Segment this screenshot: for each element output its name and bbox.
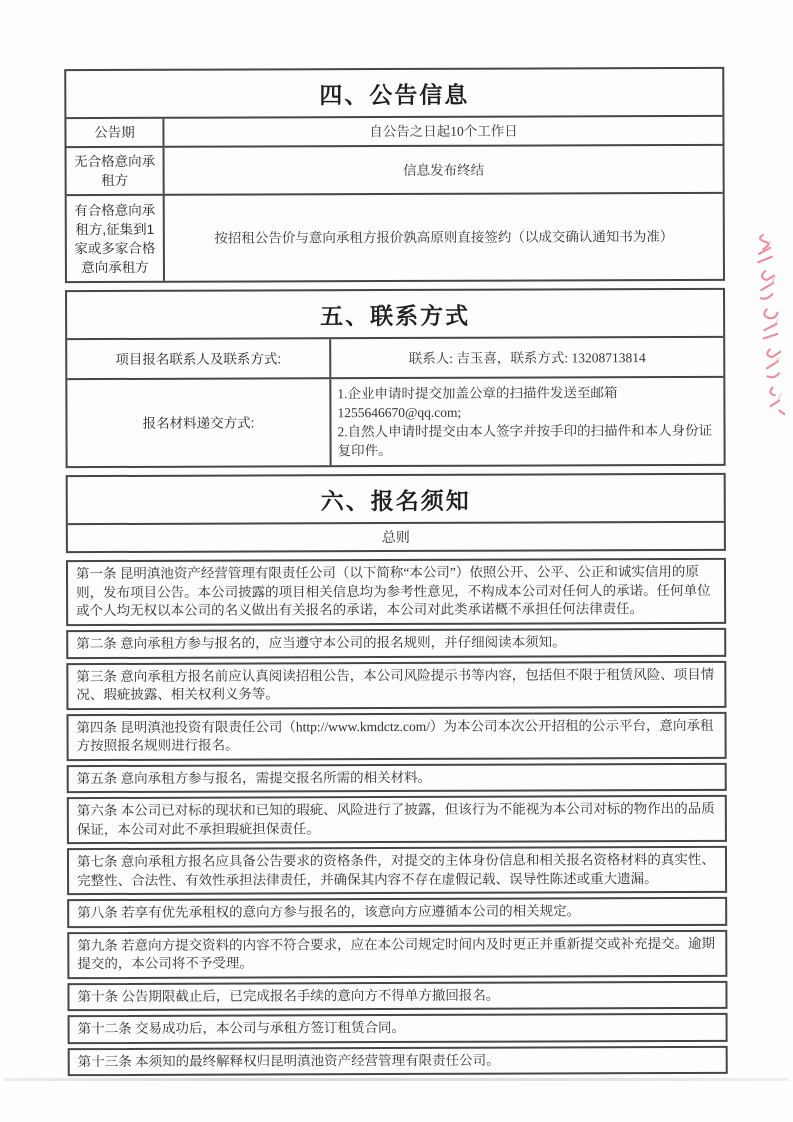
materials-line-2: 2.自然人申请时提交由本人签字并按手印的扫描件和本人身份证复印件。 [337,422,713,459]
document-body [64,67,728,1080]
section-contact-title: 五、联系方式 [67,290,723,340]
section-announcement-info [64,67,725,283]
notice-clause-3: 第三条 意向承租方报名前应认真阅读招租公告，本公司风险提示书等内容，包括但不限于租赁风险、项目情况、瑕疵披露、相关权利义务等。 [66,660,726,709]
notice-clause-13: 第十三条 本须知的最终解释权归昆明滇池资产经营管理有限责任公司。 [68,1045,728,1076]
section-notice-title: 六、报名须知 [68,475,724,525]
row-value-materials-submission [331,378,723,465]
section-announcement-title: 四、公告信息 [66,69,722,119]
table-row [67,194,723,281]
table-row [67,146,723,196]
table-row [67,338,723,380]
notice-clause-8: 第八条 若享有优先承租权的意向方参与报名的，该意向方应遵循本公司的相关规定。 [67,897,727,928]
notice-clause-1: 第一条 昆明滇池资产经营管理有限责任公司（以下简称“本公司”）依照公开、公平、公正和诚实信用的原则，发布项目公告。本公司披露的项目相关信息均为参考性意见，不构成本公司对任何人的承诺。任何单位或个人均无权以本公司的名义做出有关报名的承诺，本公司对此类承诺概不承担任何法律责任。 [66,558,726,626]
row-value-no-qualified-tenant: 信息发布终结 [403,162,485,178]
row-label-materials-submission: 报名材料递交方式: [67,379,331,466]
table-row [66,117,722,148]
row-value-announcement-period: 自公告之日起10个工作日 [369,123,518,140]
notice-clause-2: 第二条 意向承租方参与报名的，应当遵守本公司的报名规则，并仔细阅读本须知。 [66,628,726,659]
row-value-contact-person: 联系人: 吉玉喜，联系方式: 13208713814 [408,349,646,366]
materials-email: 1255646670@qq.com; [337,404,462,421]
row-label-announcement-period: 公告期 [66,119,164,146]
notice-clause-12: 第十二条 交易成功后，本公司与承租方签订租赁合同。 [68,1013,728,1044]
section-contact-info [65,288,726,468]
notice-clause-6: 第六条 本公司已对标的现状和已知的瑕疵、风险进行了披露，但该行为不能视为本公司对标的物作出的品质保证，本公司对此不承担瑕疵担保责任。 [67,795,727,844]
row-value-qualified-tenant: 按招租公告价与意向承租方报价孰高原则直接签约（以成交确认通知书为准） [214,229,674,246]
row-label-no-qualified-tenant: 无合格意向承租方 [67,148,165,194]
notice-clause-4: 第四条 昆明滇池投资有限责任公司（http://www.kmdctz.com/）为本公司本次公开招租的公示平台，意向承租方按照报名规则进行报名。 [66,711,726,760]
row-label-qualified-tenant: 有合格意向承租方,征集到1家或多家合格意向承租方 [67,196,165,281]
table-row [67,378,723,466]
notice-clause-7: 第七条 意向承租方报名应具备公告要求的资格条件，对提交的主体身份信息和相关报名资格材料的真实性、完整性、合法性、有效性承担法律责任，并确保其内容不存在虚假记载、误导性陈述或重大遗漏。 [67,846,727,895]
notice-subheader-general-rules: 总则 [381,528,410,546]
notice-clause-10: 第十条 公告期限截止后，已完成报名手续的意向方不得单方撤回报名。 [67,980,727,1011]
notice-clause-5: 第五条 意向承租方参与报名，需提交报名所需的相关材料。 [67,762,727,793]
notice-clause-9: 第九条 若意向方提交资料的内容不符合要求，应在本公司规定时间内及时更正并重新提交或补充提交。逾期提交的，本公司将不予受理。 [67,929,727,978]
row-label-contact-person: 项目报名联系人及联系方式: [67,339,331,378]
red-seal-stamp [739,228,791,428]
materials-line-1: 1.企业申请时提交加盖公章的扫描件发送至邮箱 [337,385,618,402]
scan-edge-artifact [4,1078,789,1081]
section-registration-notice [66,473,726,553]
